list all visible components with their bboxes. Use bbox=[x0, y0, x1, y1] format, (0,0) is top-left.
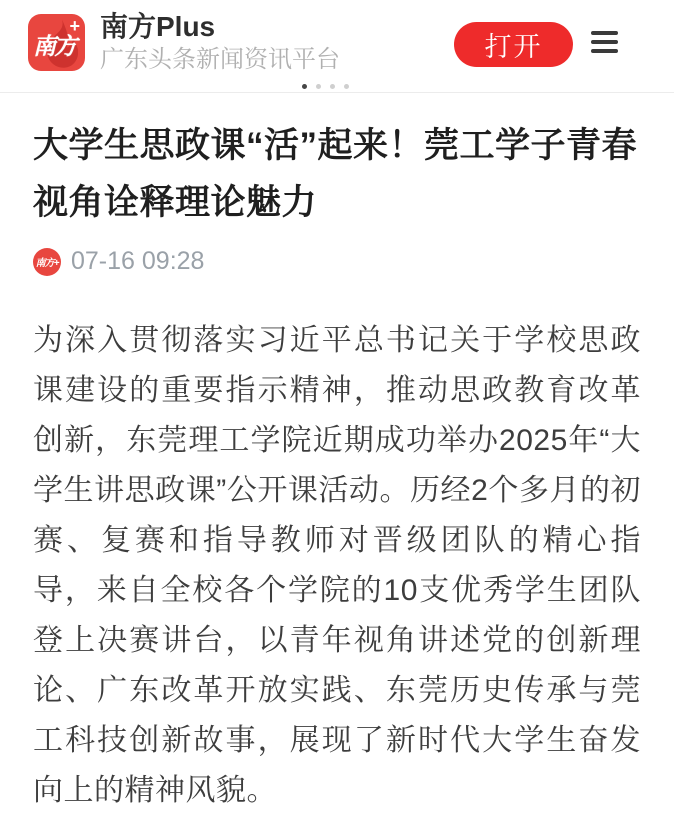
app-logo[interactable] bbox=[28, 14, 85, 71]
publish-time: 07-16 09:28 bbox=[71, 247, 205, 275]
carousel-dot bbox=[330, 84, 335, 89]
carousel-dots bbox=[302, 84, 349, 89]
app-logo-plus: + bbox=[69, 16, 80, 36]
app-tagline: 广东头条新闻资讯平台 bbox=[100, 46, 340, 73]
article-title: 大学生思政课“活”起来！莞工学子青春视角诠释理论魅力 bbox=[33, 126, 638, 222]
byline bbox=[33, 247, 641, 276]
app-logo-text: 南方 bbox=[33, 33, 75, 59]
carousel-dot bbox=[344, 84, 349, 89]
carousel-dot bbox=[316, 84, 321, 89]
article-body: 为深入贯彻落实习近平总书记关于学校思政课建设的重要指示精神，推动思政教育改革创新，东莞理工学院近期成功举办2025年“大学生讲思政课”公开课活动。历经2个多月的初赛、复赛和指导教师对晋级团队的精心指导，来自全校各个学院的10支优秀学生团队登上决赛讲台，以青年视角讲述党的创新理论、广东改革开放实践、东莞历史传承与莞工科技创新故事，展现了新时代大学生奋发向上的精神风貌。 bbox=[33, 324, 641, 807]
carousel-dot bbox=[302, 84, 307, 89]
hamburger-menu-icon[interactable] bbox=[591, 31, 618, 53]
app-info bbox=[100, 11, 340, 74]
app-name: 南方Plus bbox=[100, 11, 216, 42]
app-banner bbox=[0, 0, 674, 93]
publisher-logo[interactable] bbox=[33, 248, 61, 276]
article-page bbox=[0, 117, 674, 816]
publisher-logo-text: 南方+ bbox=[35, 258, 59, 269]
open-app-button[interactable]: 打开 bbox=[454, 22, 573, 67]
